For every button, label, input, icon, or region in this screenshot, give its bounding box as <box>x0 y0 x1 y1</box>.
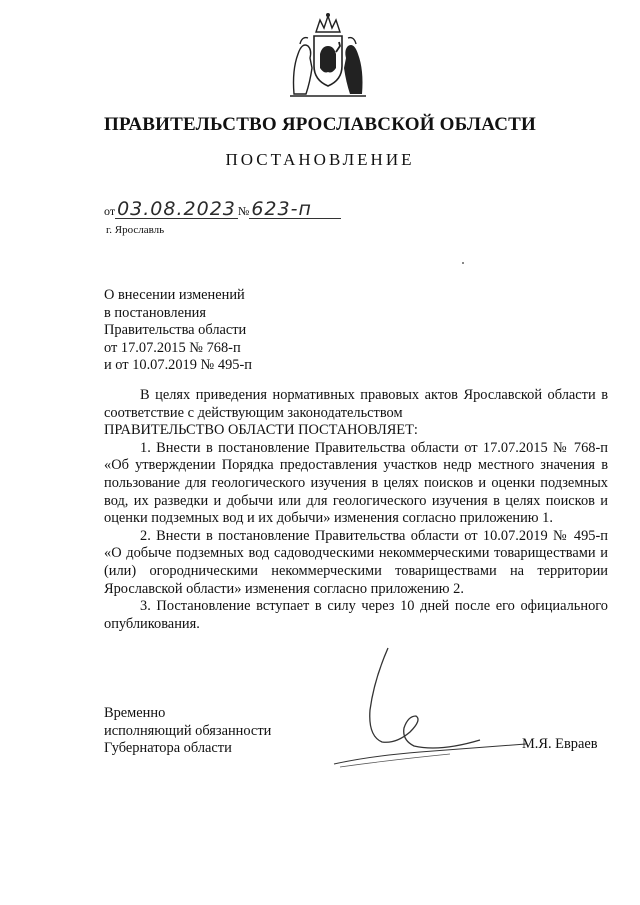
intro-paragraph: В целях приведения нормативных правовых актов Ярославской области в соответствие с действующим законодательством <box>104 387 608 421</box>
government-title: ПРАВИТЕЛЬСТВО ЯРОСЛАВСКОЙ ОБЛАСТИ <box>104 114 536 135</box>
date-prefix: от <box>104 204 116 218</box>
document-date: 03.08.2023 <box>117 198 236 220</box>
subject-line: О внесении изменений <box>104 287 245 303</box>
coat-of-arms-emblem <box>284 10 372 100</box>
item-1-paragraph: 1. Внести в постановление Правительства области от 17.07.2015 № 768-п «Об утверждении Порядка предоставления участков недр местного значения в пользование для геологического изучения в целях поисков и оценки подземных вод, их разведки и добычи или для геологического изучения в целях поисков и оценки подземных вод и их добычи» изменения согласно приложению 1. <box>104 439 608 527</box>
signer-title <box>104 705 271 758</box>
document-body <box>104 387 608 633</box>
document-subject <box>104 287 252 375</box>
subject-line: от 17.07.2015 № 768-п <box>104 339 241 356</box>
date-number-line <box>104 200 341 219</box>
decision-heading: ПРАВИТЕЛЬСТВО ОБЛАСТИ ПОСТАНОВЛЯЕТ: <box>104 422 418 439</box>
signer-title-line: исполняющий обязанности <box>104 722 272 739</box>
signer-title-line: Временно <box>104 705 166 721</box>
document-number: 623-п <box>249 200 341 219</box>
item-3-paragraph: 3. Постановление вступает в силу через 10 дней после его официального опубликования. <box>104 598 608 632</box>
signer-title-line: Губернатора области <box>104 740 232 757</box>
city-label: г. Ярославль <box>106 224 165 236</box>
number-sign: № <box>237 204 250 218</box>
handwritten-signature <box>330 640 530 770</box>
document-type: ПОСТАНОВЛЕНИЕ <box>225 150 415 169</box>
subject-line: Правительства области <box>104 322 247 339</box>
subject-line: и от 10.07.2019 № 495-п <box>104 357 252 374</box>
subject-line: в постановления <box>104 304 206 321</box>
item-2-paragraph: 2. Внести в постановление Правительства области от 10.07.2019 № 495-п «О добыче подземных вод садоводческими некоммерческими товариществами и (или) огородническими некоммерческими товариществами на территории Ярославской области» изменения согласно приложению 2. <box>104 527 608 597</box>
signer-name: М.Я. Евраев <box>522 736 598 752</box>
scan-speck <box>462 262 464 264</box>
